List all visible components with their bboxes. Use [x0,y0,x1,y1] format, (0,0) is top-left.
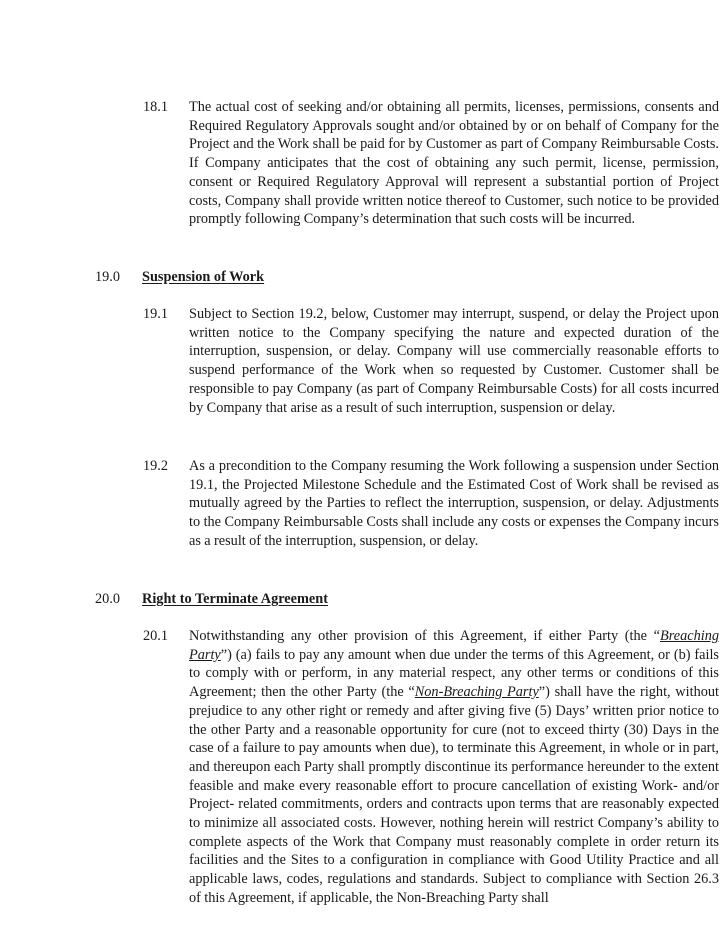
defined-term: Breaching Party [189,628,719,663]
section-number: 20.1 [143,628,169,644]
section-paragraph: As a precondition to the Company resuming the Work following a suspension under Section 19.1, the Projected Milestone Schedule and the Estimated Cost of Work shall be revised as mutually agreed by the Parties to reflect the interruption, suspension, or delay. Adjustments to the Company Reimbursable Costs shall include any costs or expenses the Company incurs as a result of the interruption, suspension, or delay. [189,458,719,549]
section-paragraph: Subject to Section 19.2, below, Customer may interrupt, suspend, or delay the Project upon written notice to the Company specifying the nature and expected duration of the interruption, suspension, or delay. Company will use commercially reasonable efforts to suspend performance of the Work when so requested by Customer. Customer shall be responsible to pay Company (as part of Company Reimbursable Costs) for all costs incurred by Company that arise as a result of such interruption, suspension or delay. [189,306,719,416]
section-number: 19.1 [143,306,169,322]
section-number: 19.2 [143,458,169,474]
section-heading-title: Suspension of Work [142,269,265,285]
section-heading-number: 20.0 [95,591,121,607]
section-paragraph [189,627,719,908]
section-heading-title: Right to Terminate Agreement [142,591,328,607]
section-heading-number: 19.0 [95,269,121,285]
paragraph-text: ”) (a) fails to pay any amount when due under the terms of this Agreement, or (b) fails to comply with or perform, in any material respect, any other terms or conditions of this Agreement; then the other Party (the “ [189,646,719,701]
section-paragraph: The actual cost of seeking and/or obtaining all permits, licenses, permissions, consents and Required Regulatory Approvals sought and/or obtained by or on behalf of Company for the Project and the Work shall be paid for by Customer as part of Company Reimbursable Costs. If Company anticipates that the cost of obtaining any such permit, license, permission, consent or Required Regulatory Approval will represent a substantial portion of Project costs, Company shall provide written notice thereof to Customer, such notice to be provided promptly following Company’s determination that such costs will be incurred. [189,99,719,228]
defined-term: Non-Breaching Party [414,684,539,701]
paragraph-text: ”) shall have the right, without prejudice to any other right or remedy and after giving five (5) Days’ written prior notice to the other Party and a reasonable opportunity for cure (not to exceed thirty (30) Days in the case of a failure to pay amounts when due), to terminate this Agreement, in whole or in part, and thereupon each Party shall promptly discontinue its performance hereunder to the extent feasible and make every reasonable effort to procure cancellation of existing Work- and/or Project- related commitments, orders and contracts upon terms that are reasonably expected to minimize all associated costs. However, nothing herein will restrict Company’s ability to complete aspects of the Work that Company must reasonably complete in order return its facilities and the Sites to a configuration in compliance with Good Utility Practice and all applicable laws, codes, regulations and standards. Subject to compliance with Section 26.3 of this Agreement, if applicable, the Non-Breaching Party shall [189,684,719,906]
paragraph-text: Notwithstanding any other provision of this Agreement, if either Party (the “ [189,628,660,644]
section-number: 18.1 [143,99,169,115]
